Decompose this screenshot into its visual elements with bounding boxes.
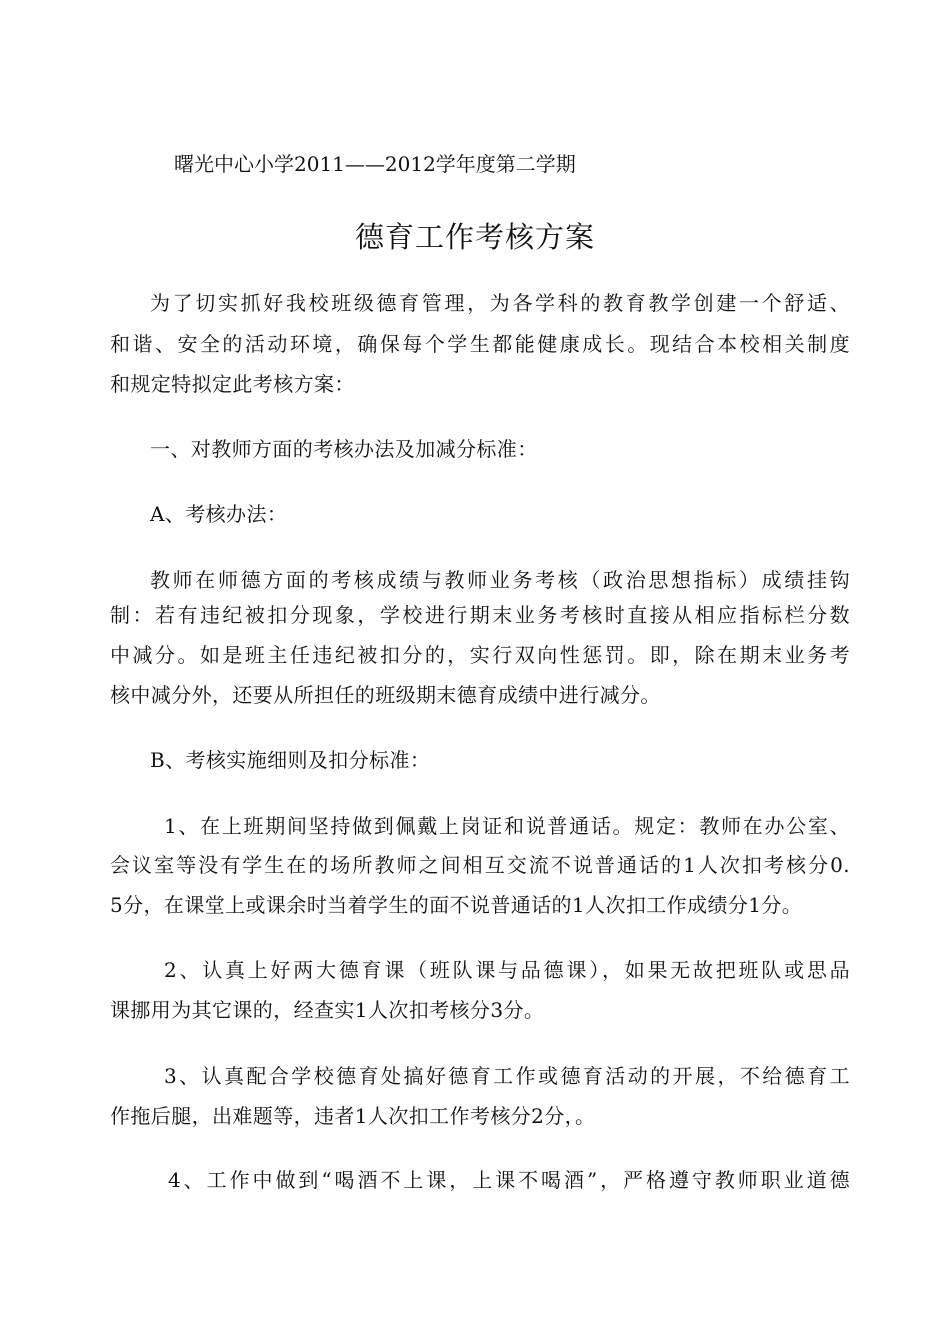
section-a-line: 制：若有违纪被扣分现象，学校进行期末业务考核时直接从相应指标栏分数 (110, 603, 850, 627)
section-a-line: 中减分。如是班主任违纪被扣分的，实行双向性惩罚。即，除在期末业务考 (110, 643, 850, 667)
section-b-heading: B、考核实施细则及扣分标准： (150, 748, 431, 772)
document-title: 德育工作考核方案 (354, 220, 595, 254)
section-a-line: 核中减分外，还要从所担任的班级期末德育成绩中进行减分。 (110, 683, 661, 707)
rule-4-line: 4、工作中做到“喝酒不上课，上课不喝酒”，严格遵守教师职业道德 (168, 1168, 850, 1192)
section-a-line: 教师在师德方面的考核成绩与教师业务考核（政治思想指标）成绩挂钩 (150, 568, 850, 592)
rule-2-line: 课挪用为其它课的，经查实1人次扣考核分3分。 (110, 998, 545, 1022)
rule-3-line: 3、认真配合学校德育处搞好德育工作或德育活动的开展，不给德育工 (164, 1064, 850, 1088)
intro-line: 和规定特拟定此考核方案： (110, 372, 355, 396)
rule-2-line: 2、认真上好两大德育课（班队课与品德课），如果无故把班队或思品 (164, 958, 850, 982)
rule-3-line: 作拖后腿，出难题等，违者1人次扣工作考核分2分，。 (110, 1104, 596, 1128)
rule-1-line: 1、在上班期间坚持做到佩戴上岗证和说普通话。规定：教师在办公室、 (164, 814, 850, 838)
section-one-heading: 一、对教师方面的考核办法及加减分标准： (150, 437, 538, 461)
section-a-heading: A、考核办法： (150, 502, 288, 526)
rule-1-line: 5分，在课堂上或课余时当着学生的面不说普通话的1人次扣工作成绩分1分。 (110, 893, 803, 917)
intro-line: 和谐、安全的活动环境，确保每个学生都能健康成长。现结合本校相关制度 (110, 332, 850, 356)
intro-line: 为了切实抓好我校班级德育管理，为各学科的教育教学创建一个舒适、 (150, 291, 850, 315)
school-term-header: 曙光中心小学2011——2012学年度第二学期 (174, 152, 576, 176)
rule-1-line: 会议室等没有学生在的场所教师之间相互交流不说普通话的1人次扣考核分0. (110, 853, 850, 877)
